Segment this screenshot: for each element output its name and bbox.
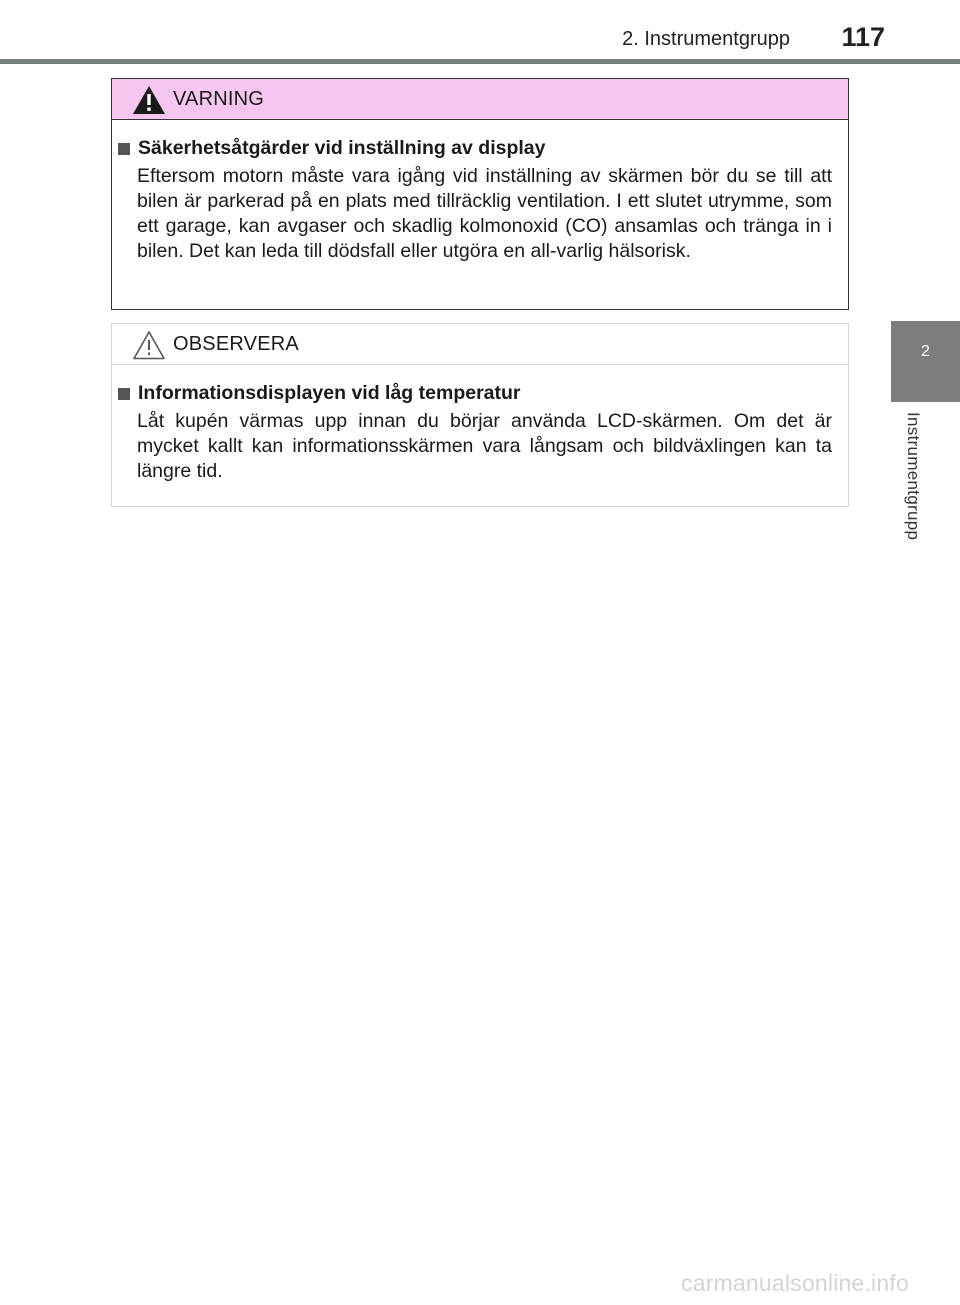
warning-box-header xyxy=(112,79,848,120)
caution-triangle-icon xyxy=(132,330,166,360)
warning-box xyxy=(111,78,849,310)
notice-box-header xyxy=(112,324,848,365)
notice-box-title: OBSERVERA xyxy=(173,333,299,355)
square-bullet-icon xyxy=(118,143,130,155)
warning-triangle-icon xyxy=(132,85,166,115)
notice-heading-text: Informationsdisplayen vid låg temperatur xyxy=(138,382,521,404)
header-rule xyxy=(0,59,960,64)
notice-body-text: Låt kupén värmas upp innan du börjar använda LCD-skärmen. Om det är mycket kallt kan informationsskärmen vara långsam och bildväxlingen kan ta längre tid. xyxy=(137,410,832,482)
page-number: 117 xyxy=(841,22,885,52)
chapter-tab[interactable] xyxy=(891,321,960,402)
warning-heading-text: Säkerhetsåtgärder vid inställning av display xyxy=(138,137,546,159)
chapter-title: 2. Instrumentgrupp xyxy=(622,28,790,50)
watermark: carmanualsonline.info xyxy=(681,1270,909,1296)
square-bullet-icon xyxy=(118,388,130,400)
warning-body-text: Eftersom motorn måste vara igång vid inställning av skärmen bör du se till att bilen är parkerad på en plats med tillräcklig ventilation. I ett slutet utrymme, som ett garage, kan avgaser och skadlig kolmonoxid (CO) ansamlas och tränga in i bilen. Det kan leda till dödsfall eller utgöra en all-varlig hälsorisk. xyxy=(137,165,832,262)
notice-box xyxy=(111,323,849,507)
notice-section-heading xyxy=(116,382,521,405)
warning-box-title: VARNING xyxy=(173,88,265,110)
chapter-tab-label: Instrumentgrupp xyxy=(904,412,923,541)
warning-section-heading xyxy=(116,137,545,160)
chapter-tab-number: 2 xyxy=(921,343,930,360)
